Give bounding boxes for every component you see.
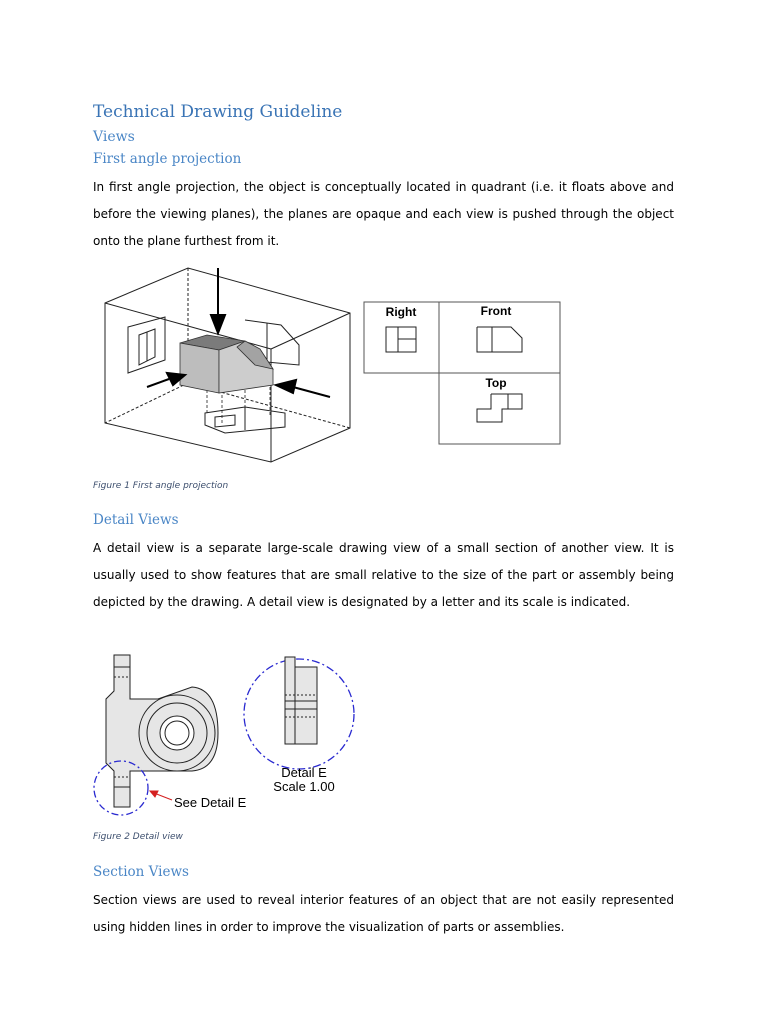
top-view [477, 394, 522, 422]
figure-detail-view [92, 647, 362, 817]
paragraph-first-angle: In first angle projection, the object is conceptually located in quadrant (i.e. it floats above and before the viewing planes), the planes are opaque and each view is pushed through the object onto the plane furthest from it. [93, 180, 674, 248]
subheading-detail-views: Detail Views [93, 512, 179, 528]
front-view [477, 327, 522, 352]
paragraph-section-views: Section views are used to reveal interior features of an object that are not easily represented using hidden lines in order to improve the visualization of parts or assemblies. [93, 893, 674, 934]
figure-2-caption: Figure 2 Detail view [93, 832, 183, 842]
right-view-projection [128, 317, 165, 373]
label-right: Right [385, 305, 417, 319]
top-view-projection [205, 407, 285, 433]
document-title: Technical Drawing Guideline [93, 102, 343, 122]
paragraph-detail-views: A detail view is a separate large-scale drawing view of a small section of another view. It is usually used to show features that are small relative to the size of the part or assembly being depicted by the drawing. A detail view is designated by a letter and its scale is indicated. [93, 541, 674, 609]
figure-1-caption: Figure 1 First angle projection [93, 481, 229, 491]
figure-first-angle-projection [95, 265, 565, 465]
callout-arrow [150, 791, 172, 800]
subheading-section-views: Section Views [93, 864, 189, 880]
section-heading-views: Views [93, 129, 135, 145]
detail-scale-label: Scale 1.00 [273, 779, 335, 794]
callout-see-detail-e: See Detail E [174, 795, 247, 810]
solid-object [180, 335, 273, 393]
detail-e-label: Detail E [281, 765, 327, 780]
label-top: Top [485, 376, 507, 390]
orthographic-views-panel [364, 302, 560, 444]
label-front: Front [480, 304, 512, 318]
subheading-first-angle: First angle projection [93, 151, 242, 167]
right-view [386, 327, 416, 352]
